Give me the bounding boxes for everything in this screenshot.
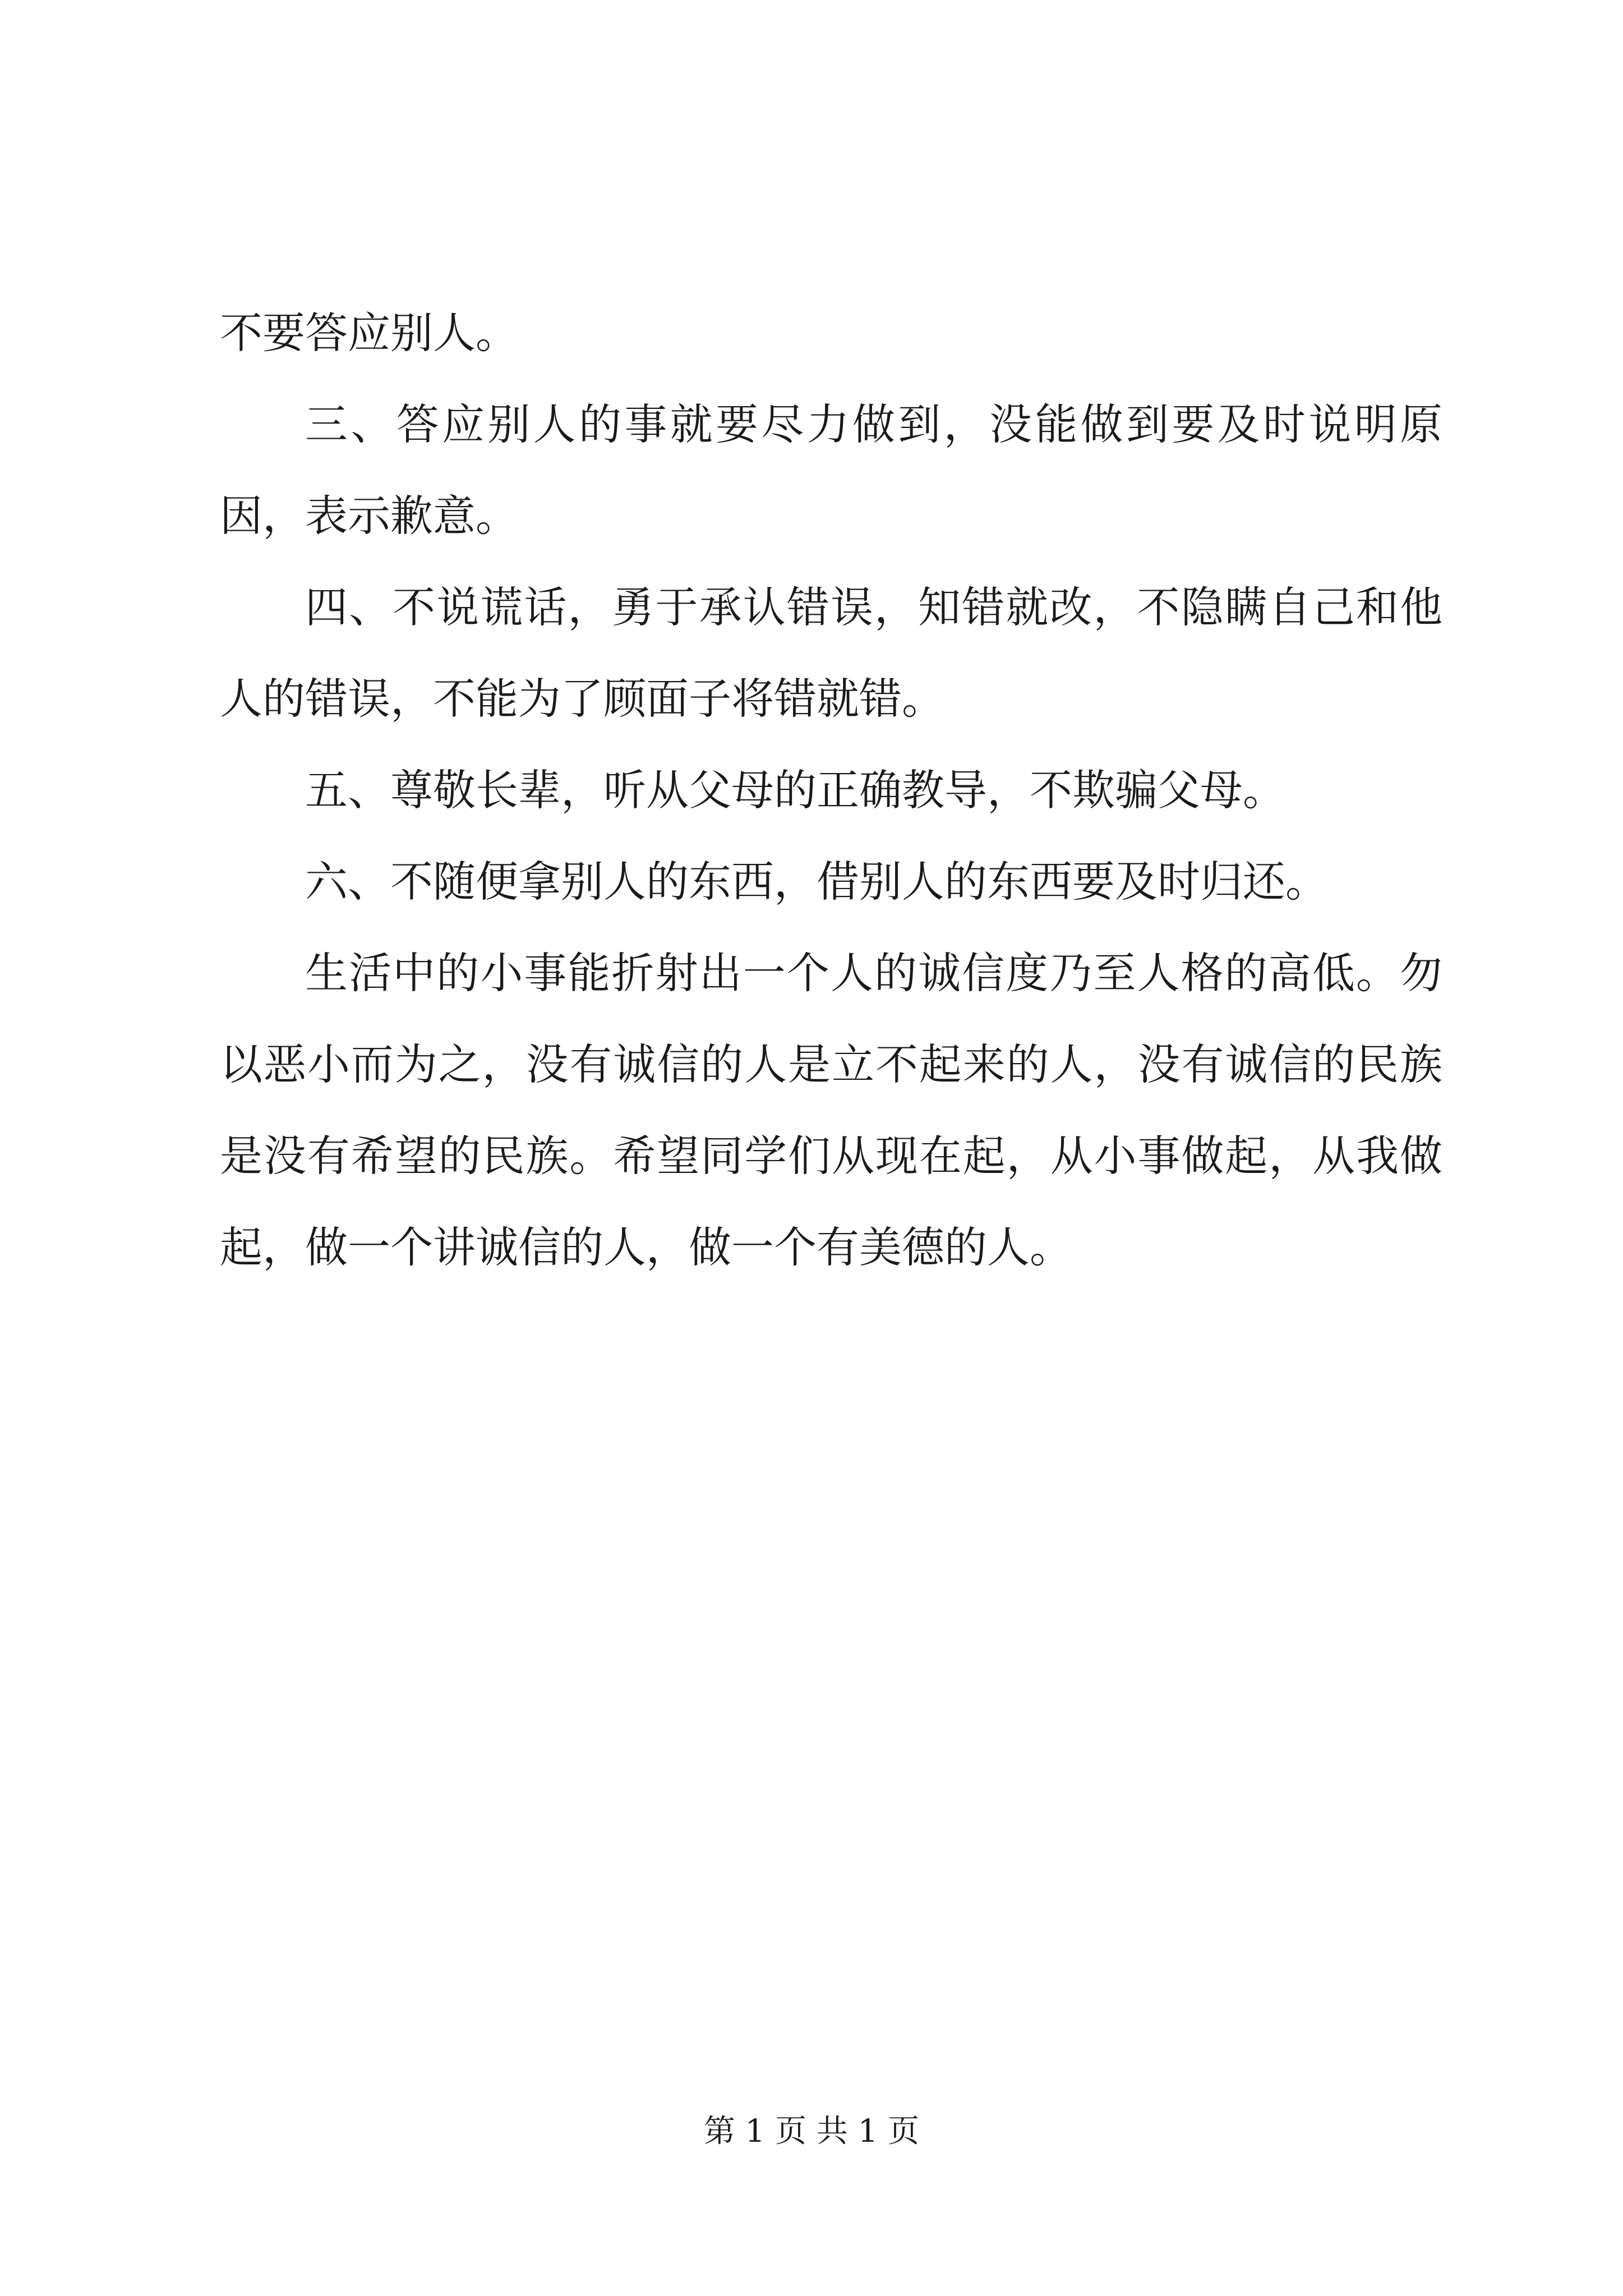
paragraph-conclusion: 生活中的小事能折射出一个人的诚信度乃至人格的高低。勿以恶小而为之，没有诚信的人是立不起来的人，没有诚信的民族是没有希望的民族。希望同学们从现在起，从小事做起，从我做起，做一个讲诚信的人，做一个有美德的人。 [220, 948, 1442, 1272]
paragraph-rule-three: 三、答应别人的事就要尽力做到，没能做到要及时说明原因，表示歉意。 [220, 399, 1442, 541]
paragraph-rule-five: 五、尊敬长辈，听从父母的正确教导，不欺骗父母。 [305, 765, 1285, 815]
page-number-footer: 第 1 页 共 1 页 [703, 2113, 920, 2150]
paragraph-rule-six: 六、不随便拿别人的东西，借别人的东西要及时归还。 [305, 857, 1328, 907]
paragraph-continuation: 不要答应别人。 [220, 308, 518, 358]
paragraph-rule-four: 四、不说谎话，勇于承认错误，知错就改，不隐瞒自己和他人的错误，不能为了顾面子将错就错。 [220, 582, 1442, 724]
document-body [220, 287, 1442, 1293]
